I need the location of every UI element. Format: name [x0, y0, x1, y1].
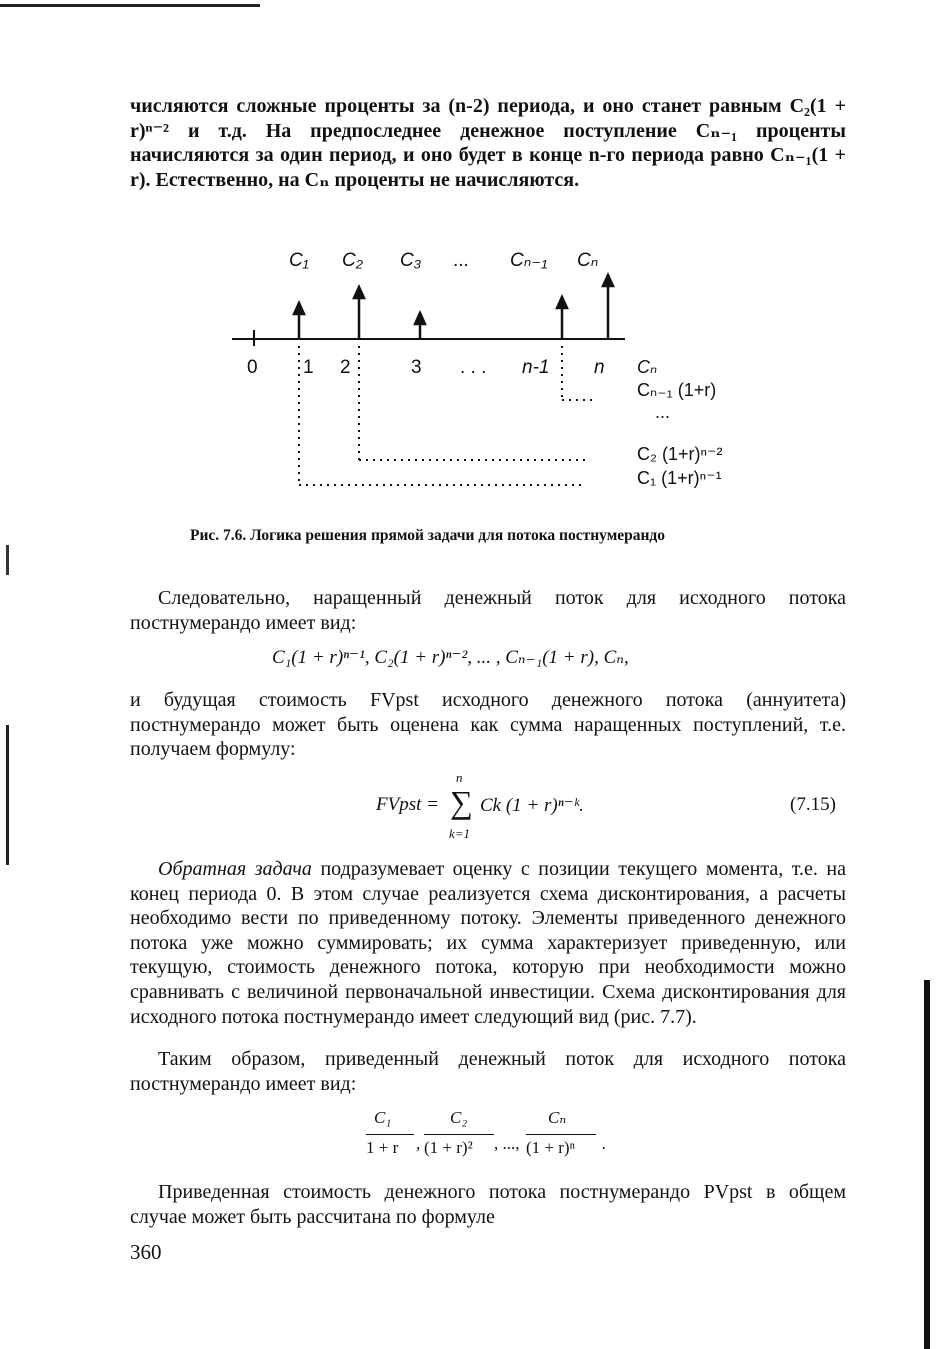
fraction1-bar [366, 1134, 414, 1135]
axis-label-0: 0 [247, 357, 258, 378]
figure-caption: Рис. 7.6. Логика решения прямой задачи для потока постнумерандо [190, 527, 666, 544]
paragraph-inverse-problem [130, 857, 846, 1029]
paragraph-discounted-flow: Таким образом, приведенный денежный поток для исходного потока постнумерандо имеет вид: [130, 1048, 846, 1095]
fraction2-numerator: C₂ [450, 1108, 468, 1127]
formula-rhs: Ck (1 + r)ⁿ⁻ᵏ. [480, 795, 584, 816]
axis-label-n: n [594, 357, 605, 378]
axis-label-2: 2 [340, 357, 351, 378]
fraction3-bar [526, 1134, 596, 1135]
axis-label-n-1: n-1 [522, 357, 550, 378]
formula-future-flow: C₁(1 + r)ⁿ⁻¹, C₂(1 + r)ⁿ⁻², ... , Cₙ₋₁(1 + r), Cₙ, [272, 647, 629, 668]
arrowhead-cn [603, 275, 613, 286]
axis-label-1: 1 [303, 357, 314, 378]
right-label-ellipsis: ... [655, 402, 671, 422]
page-number: 360 [130, 1240, 162, 1264]
scan-artifact-edge [924, 980, 930, 1349]
right-label-c2: C₂ (1+r)ⁿ⁻² [637, 444, 723, 464]
fraction1-numerator: C₁ [374, 1108, 392, 1127]
fraction3-denominator: (1 + r)ⁿ [526, 1138, 575, 1157]
axis-label-3: 3 [411, 357, 422, 378]
arrowhead-cn-1 [557, 297, 567, 308]
top-label-c3: C₃ [400, 250, 422, 271]
scan-artifact-edge [6, 545, 9, 575]
paragraph-continuation: числяются сложные проценты за (n-2) периода, и оно станет равным C₂(1 + r)ⁿ⁻² и т.д. На предпоследнее денежное поступление Cₙ₋₁ проценты начисляются за один период, и оно будет в конце n-го периода равно Cₙ₋₁(1 + r). Естественно, на Cₙ проценты не начисляются. [130, 95, 846, 191]
fraction1-denominator: 1 + r [366, 1138, 399, 1157]
formula-separator: , ..., [494, 1134, 520, 1153]
top-label-cn-1: Cₙ₋₁ [510, 250, 548, 271]
sum-lower-limit: k=1 [449, 826, 471, 841]
formula-lhs: FVpst = [376, 794, 439, 815]
top-label-c1: C₁ [289, 250, 309, 271]
sum-upper-limit: n [456, 770, 463, 785]
formula-7-15 [376, 770, 736, 846]
top-label-cn: Cₙ [577, 250, 599, 271]
scan-artifact-edge [6, 725, 9, 865]
fraction2-bar [424, 1134, 494, 1135]
fraction3-numerator: Cₙ [548, 1108, 567, 1127]
right-label-cn: Cₙ [637, 357, 658, 377]
figure-7-6-diagram [0, 0, 936, 520]
arrowhead-c2 [354, 287, 364, 298]
axis-label-dots: . . . [460, 357, 487, 378]
sum-sign: ∑ [450, 784, 473, 820]
fraction2-denominator: (1 + r)² [424, 1138, 473, 1157]
equation-number: (7.15) [790, 794, 836, 815]
arrowhead-c3 [415, 313, 425, 324]
formula-discounted-flow: C₁ 1 + r , C₂ (1 + r)² , ..., Cₙ (1 + r)ⁿ . [366, 1108, 607, 1157]
top-label-c2: C₂ [342, 250, 363, 271]
paragraph-result: Следовательно, наращенный денежный поток для исходного потока постнумерандо имеет вид: [130, 587, 846, 634]
paragraph-present-value: Приведенная стоимость денежного потока постнумерандо PVpst в общем случае может быть рассчитана по формуле [130, 1181, 846, 1228]
paragraph-inverse-body: подразумевает оценку с позиции текущего момента, т.е. на конец периода 0. В этом случае реализуется схема дисконтирования, а расчеты необходимо вести по приведенному потоку. Элементы приведенного денежного потока уже можно суммировать; их сумма характеризует приведенную, или текущую, стоимость денежного потока, которую при необходимости можно сравнивать с величиной первоначальной инвестиции. Схема дисконтирования для исходного потока постнумерандо имеет следующий вид (рис. 7.7). [130, 858, 846, 1028]
right-label-cn-1: Cₙ₋₁ (1+r) [637, 380, 717, 400]
right-label-c1: C₁ (1+r)ⁿ⁻¹ [637, 468, 722, 488]
arrowhead-c1 [294, 303, 304, 314]
paragraph-future-value: и будущая стоимость FVpst исходного денежного потока (аннуитета) постнумерандо может быть оценена как сумма наращенных поступлений, т.е. получаем формулу: [130, 689, 846, 761]
top-label-ellipsis: ... [453, 250, 469, 271]
term-inverse-problem: Обратная задача [158, 858, 312, 880]
